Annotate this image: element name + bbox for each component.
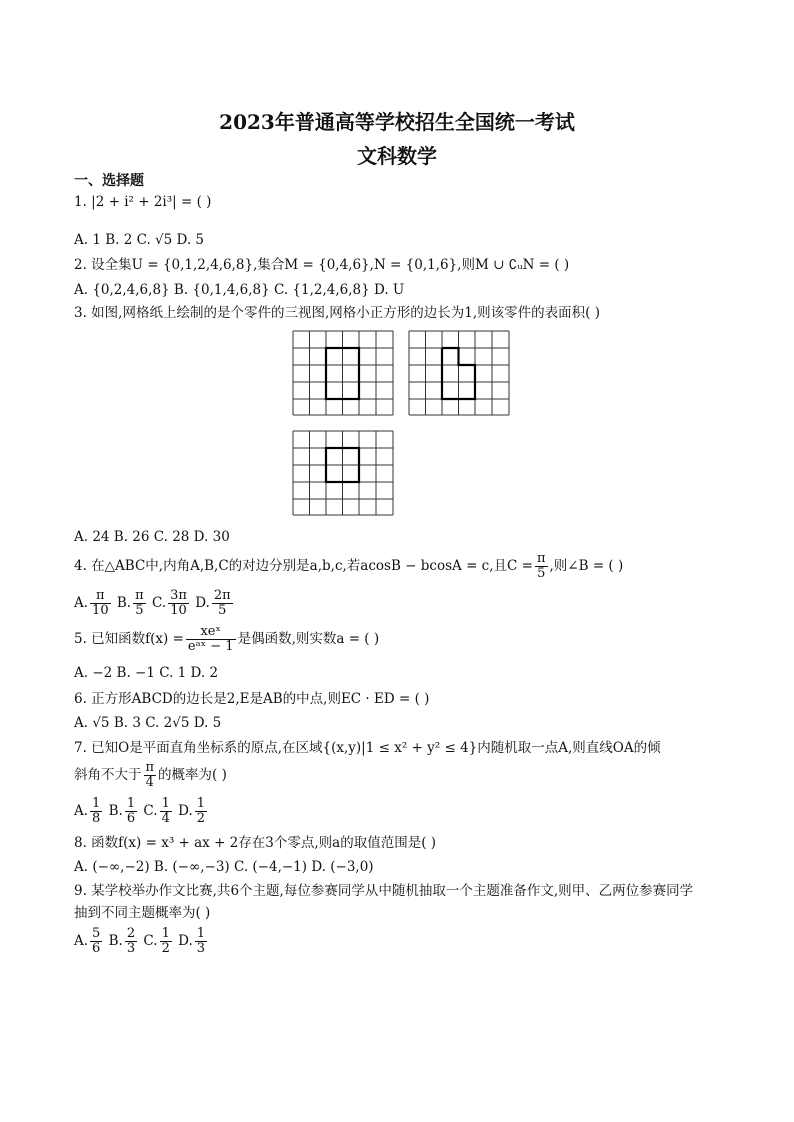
question-5-function-fraction: $\frac{\text{xeˣ}}{\text{eᵃˣ − 1}}$ [187, 624, 234, 654]
question-1-stem: 1. |2 + i² + 2i³| = ( ) [74, 194, 212, 210]
question-7-stem-line1: 7. 已知O是平面直角坐标系的原点,在区域{(x,y)|1 ≤ x² + y² ≤ 4}内随机取一点A,则直线OA的倾 [74, 740, 661, 756]
question-3-options: A. 24 B. 26 C. 28 D. 30 [74, 529, 230, 545]
question-4-angle-fraction: $\frac{\pi}{5}$ [536, 551, 546, 581]
front-view-grid [292, 330, 394, 416]
section-heading: 一、选择题 [74, 173, 144, 189]
question-6-stem: 6. 正方形ABCD的边长是2,E是AB的中点,则EC · ED = ( ) [74, 691, 430, 707]
option-d-fraction: $\frac{2\pi}{5}$ [213, 588, 231, 618]
question-9-options: A. $\frac{5}{6}$ B. $\frac{2}{3}$ C. $\frac{1}{2}$ D. $\frac{1}{3}$ [74, 926, 206, 956]
question-9-stem-line1: 9. 某学校举办作文比赛,共6个主题,每位参赛同学从中随机抽取一个主题准备作文,则甲、乙两位参赛同学 [74, 883, 694, 899]
top-view-grid [292, 430, 394, 516]
question-4-stem-part-b: ,则∠B = ( ) [549, 558, 624, 574]
option-a-fraction: $\frac{\pi}{10}$ [92, 588, 109, 618]
question-2-options: A. {0,2,4,6,8} B. {0,1,4,6,8} C. {1,2,4,6,8} D. U [74, 282, 405, 298]
exam-title: 2023年普通高等学校招生全国统一考试 [219, 110, 575, 134]
question-7-stem-line2: 斜角不大于 $\frac{\pi}{4}$ 的概率为( ) [74, 760, 227, 790]
question-2-stem: 2. 设全集U = {0,1,2,4,6,8},集合M = {0,4,6},N = {0,1,6},则M ∪ ∁ᵤN = ( ) [74, 257, 570, 273]
question-4-stem-part-a: 4. 在△ABC中,内角A,B,C的对边分别是a,b,c,若acosB − bcosA = c,且C = [74, 558, 533, 574]
question-9-stem-line2: 抽到不同主题概率为( ) [74, 905, 211, 921]
question-3-stem: 3. 如图,网格纸上绘制的是个零件的三视图,网格小正方形的边长为1,则该零件的表面积( ) [74, 305, 600, 321]
question-6-options: A. √5 B. 3 C. 2√5 D. 5 [74, 715, 222, 731]
question-5-stem: 5. 已知函数f(x) = $\frac{\text{xeˣ}}{\text{eᵃˣ − 1}}$ 是偶函数,则实数a = ( ) [74, 624, 380, 654]
option-b-fraction: $\frac{\pi}{5}$ [135, 588, 144, 618]
option-c-fraction: $\frac{3\pi}{10}$ [170, 588, 187, 618]
question-4-options: A. $\frac{\pi}{10}$ B. $\frac{\pi}{5}$ C. $\frac{3\pi}{10}$ D. $\frac{2\pi}{5}$ [74, 588, 231, 618]
question-7-options: A. $\frac{1}{8}$ B. $\frac{1}{6}$ C. $\frac{1}{4}$ D. $\frac{1}{2}$ [74, 796, 206, 826]
side-view-grid [408, 330, 510, 416]
question-7-angle-fraction: $\frac{\pi}{4}$ [145, 760, 155, 790]
question-5-options: A. −2 B. −1 C. 1 D. 2 [74, 665, 219, 681]
question-8-stem: 8. 函数f(x) = x³ + ax + 2存在3个零点,则a的取值范围是( ) [74, 835, 437, 851]
question-4-stem [74, 551, 623, 581]
question-8-options: A. (−∞,−2) B. (−∞,−3) C. (−4,−1) D. (−3,0) [74, 859, 374, 875]
exam-subtitle: 文科数学 [357, 144, 437, 168]
question-1-options: A. 1 B. 2 C. √5 D. 5 [74, 232, 205, 248]
